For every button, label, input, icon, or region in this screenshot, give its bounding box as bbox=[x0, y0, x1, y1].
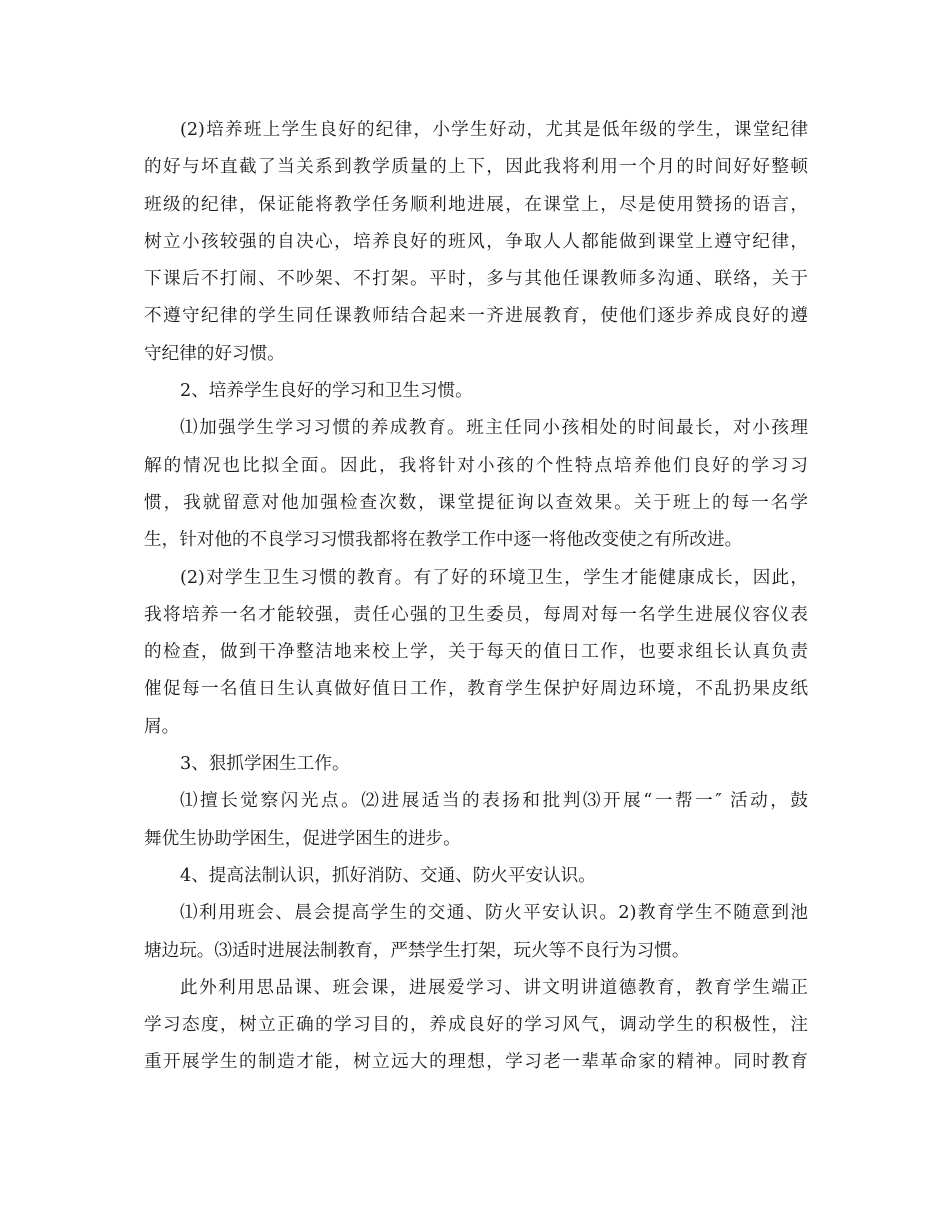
text-line: (2)对学生卫生习惯的教育。有了好的环境卫生，学生才能健康成长，因此， bbox=[180, 567, 808, 588]
document-body bbox=[144, 118, 808, 1088]
text-line: 屑。 bbox=[144, 716, 180, 737]
text-line: 下课后不打闹、不吵架、不打架。平时，多与其他任课教师多沟通、联络，关于 bbox=[144, 269, 808, 290]
text-line: 3、狠抓学困生工作。 bbox=[180, 754, 350, 775]
text-line: ⑴利用班会、晨会提高学生的交通、防火平安认识。2)教育学生不随意到池 bbox=[180, 903, 808, 924]
text-line: 学习态度，树立正确的学习目的，养成良好的学习风气，调动学生的积极性，注 bbox=[144, 1015, 808, 1036]
text-line: 的检查，做到干净整洁地来校上学，关于每天的值日工作，也要求组长认真负责 bbox=[144, 642, 808, 663]
text-line: 重开展学生的制造才能，树立远大的理想，学习老一辈革命家的精神。同时教育 bbox=[144, 1052, 808, 1073]
text-line: 2、培养学生良好的学习和卫生习惯。 bbox=[180, 381, 473, 402]
text-line: 守纪律的好习惯。 bbox=[144, 343, 285, 364]
text-line: 催促每一名值日生认真做好值日工作，教育学生保护好周边环境，不乱扔果皮纸 bbox=[144, 679, 808, 700]
text-line: 惯，我就留意对他加强检查次数，课堂提征询以查效果。关于班上的每一名学 bbox=[144, 492, 808, 513]
text-line: 塘边玩。⑶适时进展法制教育，严禁学生打架，玩火等不良行为习惯。 bbox=[144, 940, 690, 961]
text-line: 4、提高法制认识，抓好消防、交通、防火平安认识。 bbox=[180, 865, 596, 886]
text-line: 不遵守纪律的学生同任课教师结合起来一齐进展教育，使他们逐步养成良好的遵 bbox=[144, 306, 808, 327]
text-line: (2)培养班上学生良好的纪律，小学生好动，尤其是低年级的学生，课堂纪律 bbox=[180, 120, 808, 140]
text-line: 生，针对他的不良学习习惯我都将在教学工作中逐一将他改变使之有所改进。 bbox=[144, 530, 743, 551]
text-line: ⑴加强学生学习习惯的养成教育。班主任同小孩相处的时间最长，对小孩理 bbox=[180, 418, 808, 439]
text-line: ⑴擅长觉察闪光点。⑵进展适当的表扬和批判⑶开展“一帮一″ 活动，鼓 bbox=[180, 791, 808, 812]
text-line: 此外利用思品课、班会课，进展爱学习、讲文明讲道德教育，教育学生端正 bbox=[180, 977, 808, 998]
text-line: 班级的纪律，保证能将教学任务顺利地进展，在课堂上，尽是使用赞扬的语言， bbox=[144, 194, 808, 215]
text-line: 树立小孩较强的自决心，培养良好的班风，争取人人都能做到课堂上遵守纪律， bbox=[144, 231, 808, 252]
text-line: 我将培养一名才能较强，责任心强的卫生委员，每周对每一名学生进展仪容仪表 bbox=[144, 604, 808, 625]
text-line: 的好与坏直截了当关系到教学质量的上下，因此我将利用一个月的时间好好整顿 bbox=[144, 157, 808, 178]
text-line: 解的情况也比拟全面。因此，我将针对小孩的个性特点培养他们良好的学习习 bbox=[144, 455, 808, 476]
text-line: 舞优生协助学困生，促进学困生的进步。 bbox=[144, 828, 461, 849]
